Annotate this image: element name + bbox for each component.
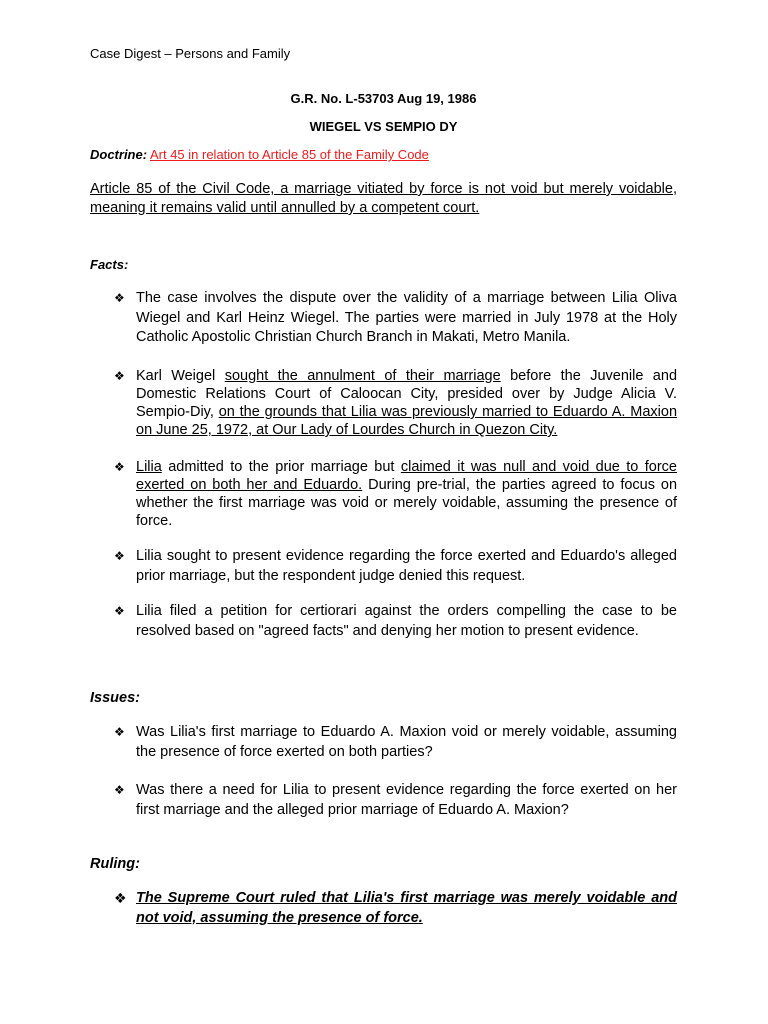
fact-text: The case involves the dispute over the validity of a marriage between Lilia Oliva Wiegel and Karl Heinz Wiegel. The parties were married in July 1978 at the Holy Catholic Apostolic Christian Church Branch in Makati, Metro Manila. — [136, 290, 677, 345]
doctrine-line — [90, 147, 429, 163]
ruling-text: The Supreme Court ruled that Lilia's first marriage was merely voidable and not void, assuming the presence of force. — [136, 890, 677, 926]
fact-item — [114, 602, 677, 641]
fact-text: Lilia sought to present evidence regarding the force exerted and Eduardo's alleged prior marriage, but the respondent judge denied this request. — [136, 548, 677, 584]
case-title: WIEGEL VS SEMPIO DY — [309, 119, 458, 134]
issue-text: Was there a need for Lilia to present evidence regarding the force exerted on her first marriage and the alleged prior marriage of Eduardo A. Maxion? — [136, 782, 677, 818]
diamond-bullet-icon: ❖ — [114, 369, 125, 383]
issue-item — [114, 781, 677, 820]
diamond-bullet-icon: ❖ — [114, 291, 125, 305]
diamond-bullet-icon: ❖ — [114, 890, 127, 906]
doctrine-summary: Article 85 of the Civil Code, a marriage vitiated by force is not void but merely voidable, meaning it remains valid until annulled by a competent court. — [90, 181, 677, 216]
ruling-heading: Ruling: — [90, 856, 140, 872]
diamond-bullet-icon: ❖ — [114, 725, 125, 739]
diamond-bullet-icon: ❖ — [114, 783, 125, 797]
doctrine-text: Art 45 in relation to Article 85 of the Family Code — [149, 147, 429, 162]
doctrine-label: Doctrine: — [90, 147, 148, 162]
case-number: G.R. No. L-53703 Aug 19, 1986 — [290, 91, 477, 106]
underlined-text: sought the annulment of their marriage — [224, 368, 501, 384]
diamond-bullet-icon: ❖ — [114, 460, 125, 474]
underlined-text: Lilia — [136, 459, 162, 475]
issues-heading: Issues: — [90, 690, 140, 706]
diamond-bullet-icon: ❖ — [114, 549, 125, 563]
ruling-item — [114, 889, 677, 928]
fact-item — [114, 367, 677, 439]
fact-text: Lilia filed a petition for certiorari against the orders compelling the case to be resolved based on "agreed facts" and denying her motion to present evidence. — [136, 603, 677, 639]
issue-text: Was Lilia's first marriage to Eduardo A. Maxion void or merely voidable, assuming the presence of force exerted on both parties? — [136, 724, 677, 760]
fact-text: Karl Weigel sought the annulment of their marriage before the Juvenile and Domestic Relations Court of Caloocan City, presided over by Judge Alicia V. Sempio-Diy, on the grounds that Lilia was previously married to Eduardo A. Maxion on June 25, 1972, at Our Lady of Lourdes Church in Quezon City. — [136, 368, 678, 438]
facts-heading: Facts: — [90, 257, 129, 272]
diamond-bullet-icon: ❖ — [114, 604, 125, 618]
underlined-text: claimed it was null and void due to force exerted on both her and Eduardo. — [136, 459, 677, 493]
issue-item — [114, 723, 677, 762]
fact-item — [114, 289, 677, 348]
document-header: Case Digest – Persons and Family — [90, 46, 291, 61]
fact-item — [114, 458, 677, 530]
fact-text: Lilia admitted to the prior marriage but claimed it was null and void due to force exerted on both her and Eduardo. During pre-trial, the parties agreed to focus on whether the first marriage was void or merely voidable, assuming the presence of force. — [136, 459, 678, 529]
fact-item — [114, 547, 677, 586]
underlined-text: on the grounds that Lilia was previously married to Eduardo A. Maxion on June 25, 1972, at Our Lady of Lourdes Church in Quezon City. — [136, 404, 678, 438]
